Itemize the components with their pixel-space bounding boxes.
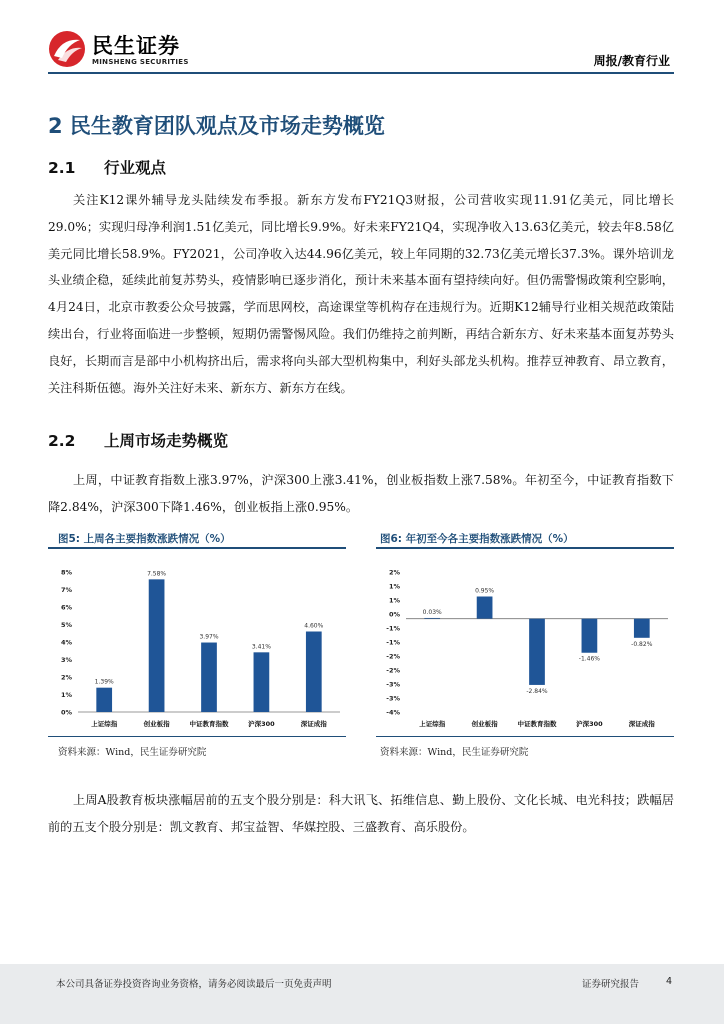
data-label: 4.60%: [304, 622, 324, 630]
report-type: 周报/教育行业: [593, 54, 670, 68]
y-tick-label: -2%: [386, 666, 400, 675]
bar-中证教育指数: [201, 643, 217, 712]
x-category-label: 中证教育指数: [517, 720, 557, 728]
minsheng-logo-icon: [48, 30, 86, 68]
y-tick-label: 3%: [60, 656, 72, 664]
y-tick-label: -1%: [386, 638, 400, 647]
figure-6-source: 资料来源：Wind，民生证券研究院: [380, 747, 529, 758]
data-label: 1.39%: [94, 678, 114, 686]
bar-创业板指: [477, 597, 493, 619]
x-category-label: 沪深300: [576, 720, 603, 728]
bar-深证成指: [634, 619, 650, 638]
x-category-label: 沪深300: [248, 720, 275, 728]
figure-6-chart: [378, 560, 678, 732]
data-label: -2.84%: [526, 687, 548, 695]
y-tick-label: 0%: [60, 708, 72, 717]
subsection-industry-view: [48, 156, 166, 178]
logo-english: MINSHENG SECURITIES: [92, 58, 189, 66]
logo-chinese: 民生证券: [92, 34, 180, 58]
y-tick-label: 8%: [60, 568, 72, 577]
figure-6-title: 图6: 年初至今各主要指数涨跌情况（%）: [380, 533, 574, 545]
bar-中证教育指数: [529, 619, 545, 685]
x-category-label: 深证成指: [300, 720, 327, 728]
y-tick-label: 2%: [60, 673, 72, 682]
section-title: 2 民生教育团队观点及市场走势概览: [48, 114, 385, 138]
data-label: 0.95%: [475, 587, 495, 595]
x-category-label: 创业板指: [143, 720, 170, 728]
header-divider: [48, 72, 674, 74]
y-tick-label: 7%: [60, 586, 72, 594]
subsection-title: 行业观点: [104, 159, 167, 177]
x-category-label: 上证综指: [91, 720, 118, 728]
y-tick-label: -2%: [386, 652, 400, 661]
data-label: -0.82%: [631, 640, 653, 648]
y-tick-label: 5%: [60, 621, 72, 629]
data-label: 3.97%: [199, 633, 219, 641]
y-tick-label: -3%: [386, 694, 400, 703]
x-category-label: 上证综指: [419, 720, 446, 728]
bar-沪深300: [582, 619, 598, 653]
subsection-number: 2.1: [48, 159, 76, 177]
y-tick-label: -1%: [386, 624, 400, 633]
figure-5-bottom-rule: [48, 736, 346, 737]
top-stocks-paragraph: 上周A股教育板块涨幅居前的五支个股分别是：科大讯飞、拓维信息、勤上股份、文化长城、电光科技；跌幅居前的五支个股分别是：凯文教育、邦宝益智、华媒控股、三盛教育、高乐股份。: [48, 793, 674, 834]
bar-深证成指: [306, 632, 322, 713]
subsection-title: 上周市场走势概览: [104, 432, 229, 450]
y-tick-label: -4%: [386, 708, 400, 717]
data-label: -1.46%: [578, 655, 601, 663]
footer-disclaimer: 本公司具备证券投资咨询业务资格，请务必阅读最后一页免责声明: [56, 979, 332, 990]
bar-创业板指: [149, 579, 165, 712]
page-number: 4: [666, 976, 673, 987]
subsection-market-overview: [48, 429, 228, 451]
industry-view-paragraph: 关注K12课外辅导龙头陆续发布季报。新东方发布FY21Q3财报，公司营收实现11.91亿美元，同比增长29.0%；实现归母净利润1.51亿美元，同比增长9.9%。好未来FY21Q4，实现净收入13.63亿美元，较去年8.58亿美元同比增长58.9%。FY2021，公司净收入达44.96亿美元，较上年同期的32.73亿美元增长37.3%。课外培训龙头业绩企稳，延续此前复苏势头，疫情影响已逐步消化，预计未来基本面有望持续向好。但仍需警惕政策利空影响，4月24日，北京市教委公众号披露，学而思网校，高途课堂等机构存在违规行为。近期K12辅导行业相关规范政策陆续出台，行业将面临进一步整顿，短期仍需警惕风险。我们仍维持之前判断，再结合新东方、好未来基本面复苏势头良好，长期而言是部中小机构挤出后，需求将向头部大型机构集中，利好头部龙头机构。推荐豆神教育、昂立教育，关注科斯伍德。海外关注好未来、新东方、新东方在线。: [48, 193, 674, 395]
figure-5-title: 图5: 上周各主要指数涨跌情况（%）: [58, 533, 231, 545]
data-label: 3.41%: [251, 643, 271, 651]
figure-6-rule: [376, 547, 674, 549]
bar-上证综指: [424, 618, 440, 619]
bar-沪深300: [254, 652, 270, 712]
x-category-label: 中证教育指数: [189, 720, 229, 728]
figure-5-source: 资料来源：Wind，民生证券研究院: [58, 747, 207, 758]
footer-band: [0, 964, 724, 1024]
figure-5-chart: [50, 560, 350, 732]
figure-6-bottom-rule: [376, 736, 674, 737]
subsection-number: 2.2: [48, 432, 76, 450]
market-overview-paragraph: 上周，中证教育指数上涨3.97%，沪深300上涨3.41%，创业板指数上涨7.58%。年初至今，中证教育指数下降2.84%，沪深300下降1.46%，创业板指上涨0.95%。: [48, 473, 674, 514]
y-tick-label: 1%: [388, 582, 400, 591]
x-category-label: 创业板指: [471, 720, 498, 728]
data-label: 0.03%: [422, 608, 442, 616]
y-tick-label: 1%: [60, 691, 72, 699]
figure-5-rule: [48, 547, 346, 549]
x-category-label: 深证成指: [628, 720, 655, 728]
y-tick-label: 4%: [60, 638, 72, 647]
y-tick-label: 1%: [388, 596, 400, 605]
y-tick-label: 6%: [60, 603, 72, 612]
y-tick-label: -3%: [386, 680, 400, 689]
y-tick-label: 0%: [388, 610, 400, 619]
y-tick-label: 2%: [388, 568, 400, 577]
footer-doc-type: 证券研究报告: [582, 979, 640, 990]
data-label: 7.58%: [147, 570, 167, 578]
bar-上证综指: [96, 688, 112, 712]
